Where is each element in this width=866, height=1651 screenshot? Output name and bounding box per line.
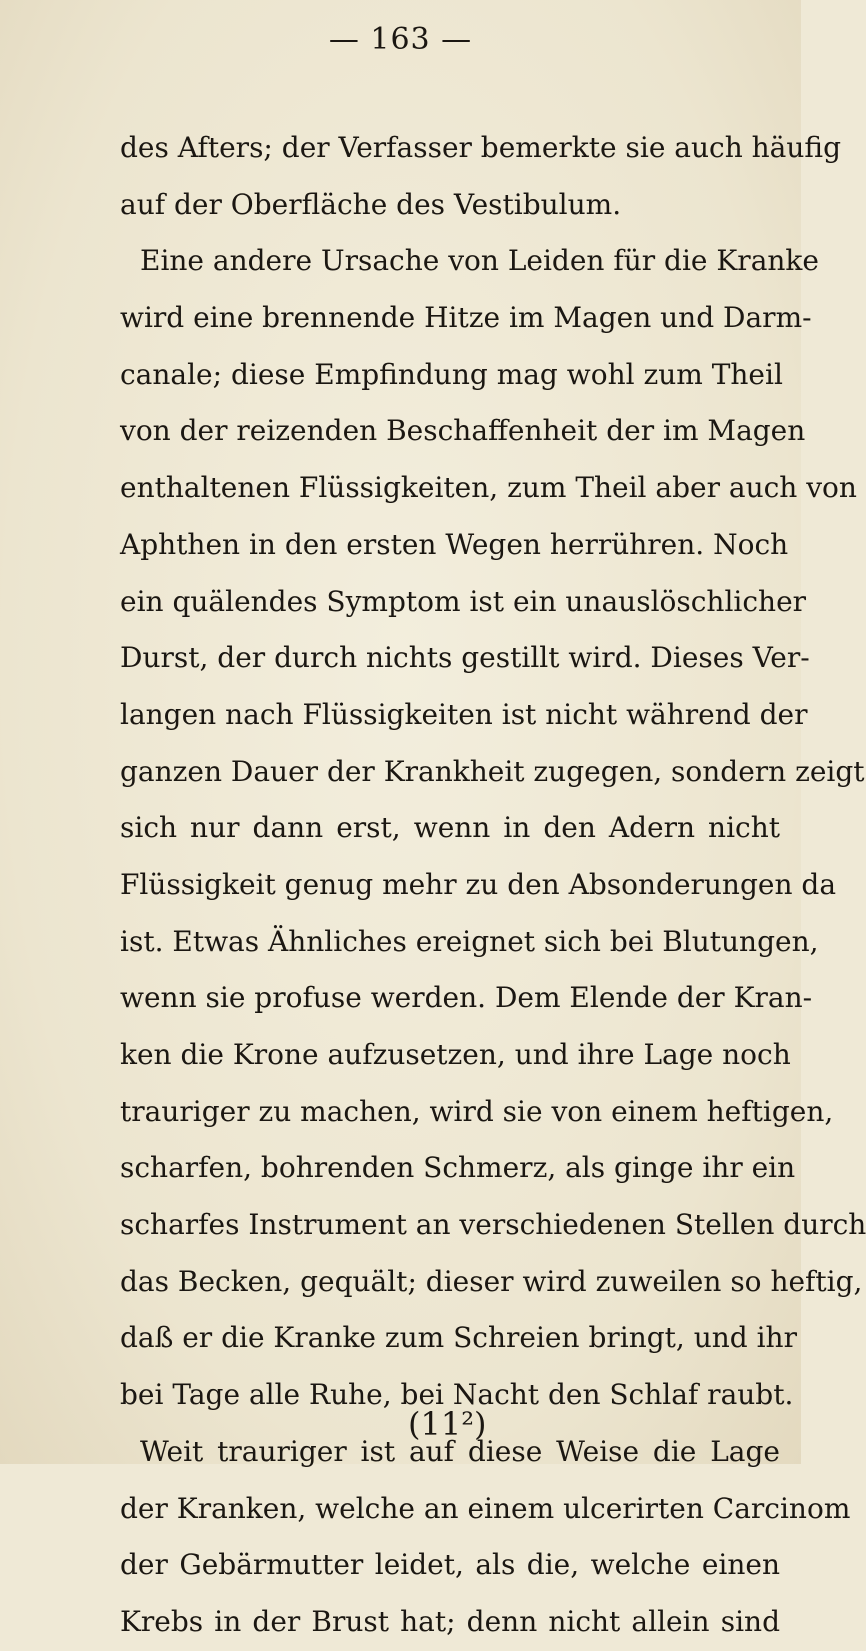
text-line: des Afters; der Verfasser bemerkte sie auch häufig bbox=[120, 131, 841, 164]
text-line: enthaltenen Flüssigkeiten, zum Theil aber auch von bbox=[120, 471, 857, 505]
text-line: canale; diese Empfindung mag wohl zum Theil bbox=[120, 357, 783, 391]
text-line: sich nur dann erst, wenn in den Adern nicht bbox=[120, 811, 780, 845]
text-line: scharfes Instrument an verschiedenen Stellen durch bbox=[120, 1208, 866, 1242]
text-line: daß er die Kranke zum Schreien bringt, und ihr bbox=[120, 1321, 797, 1355]
page-number-header: — 163 — bbox=[328, 22, 473, 57]
text-line: Aphthen in den ersten Wegen herrühren. Noch bbox=[120, 527, 789, 561]
text-line: Eine andere Ursache von Leiden für die Kranke bbox=[140, 244, 819, 278]
text-line: ein quälendes Symptom ist ein unauslöschlicher bbox=[120, 584, 807, 618]
text-line: der Gebärmutter leidet, als die, welche einen bbox=[120, 1548, 780, 1582]
text-line: ist. Etwas Ähnliches ereignet sich bei Blutungen, bbox=[120, 924, 819, 958]
text-line: wenn sie profuse werden. Dem Elende der Kran- bbox=[120, 981, 813, 1015]
text-line: Krebs in der Brust hat; denn nicht allein sind bbox=[120, 1604, 780, 1638]
signature-mark: (11²) bbox=[408, 1405, 487, 1443]
text-line: der Kranken, welche an einem ulcerirten Carcinom bbox=[120, 1491, 851, 1525]
text-line: bei Tage alle Ruhe, bei Nacht den Schlaf raubt. bbox=[120, 1378, 794, 1412]
text-line: Flüssigkeit genug mehr zu den Absonderungen da bbox=[120, 867, 837, 901]
text-line: Durst, der durch nichts gestillt wird. Dieses Ver- bbox=[120, 641, 810, 675]
text-line: das Becken, gequält; dieser wird zuweilen so heftig, bbox=[120, 1264, 863, 1298]
text-line: ken die Krone aufzusetzen, und ihre Lage noch bbox=[120, 1038, 791, 1071]
text-line: trauriger zu machen, wird sie von einem heftigen, bbox=[120, 1094, 834, 1128]
text-line: von der reizenden Beschaffenheit der im Magen bbox=[120, 414, 806, 448]
text-line: ganzen Dauer der Krankheit zugegen, sondern zeigt bbox=[120, 754, 865, 788]
text-line: Weit trauriger ist auf diese Weise die Lage bbox=[140, 1434, 780, 1468]
text-line: scharfen, bohrenden Schmerz, als ginge ihr ein bbox=[120, 1151, 796, 1185]
text-line: langen nach Flüssigkeiten ist nicht während der bbox=[120, 697, 808, 731]
text-line: wird eine brennende Hitze im Magen und Darm- bbox=[120, 301, 812, 335]
text-line: auf der Oberfläche des Vestibulum. bbox=[120, 187, 622, 221]
